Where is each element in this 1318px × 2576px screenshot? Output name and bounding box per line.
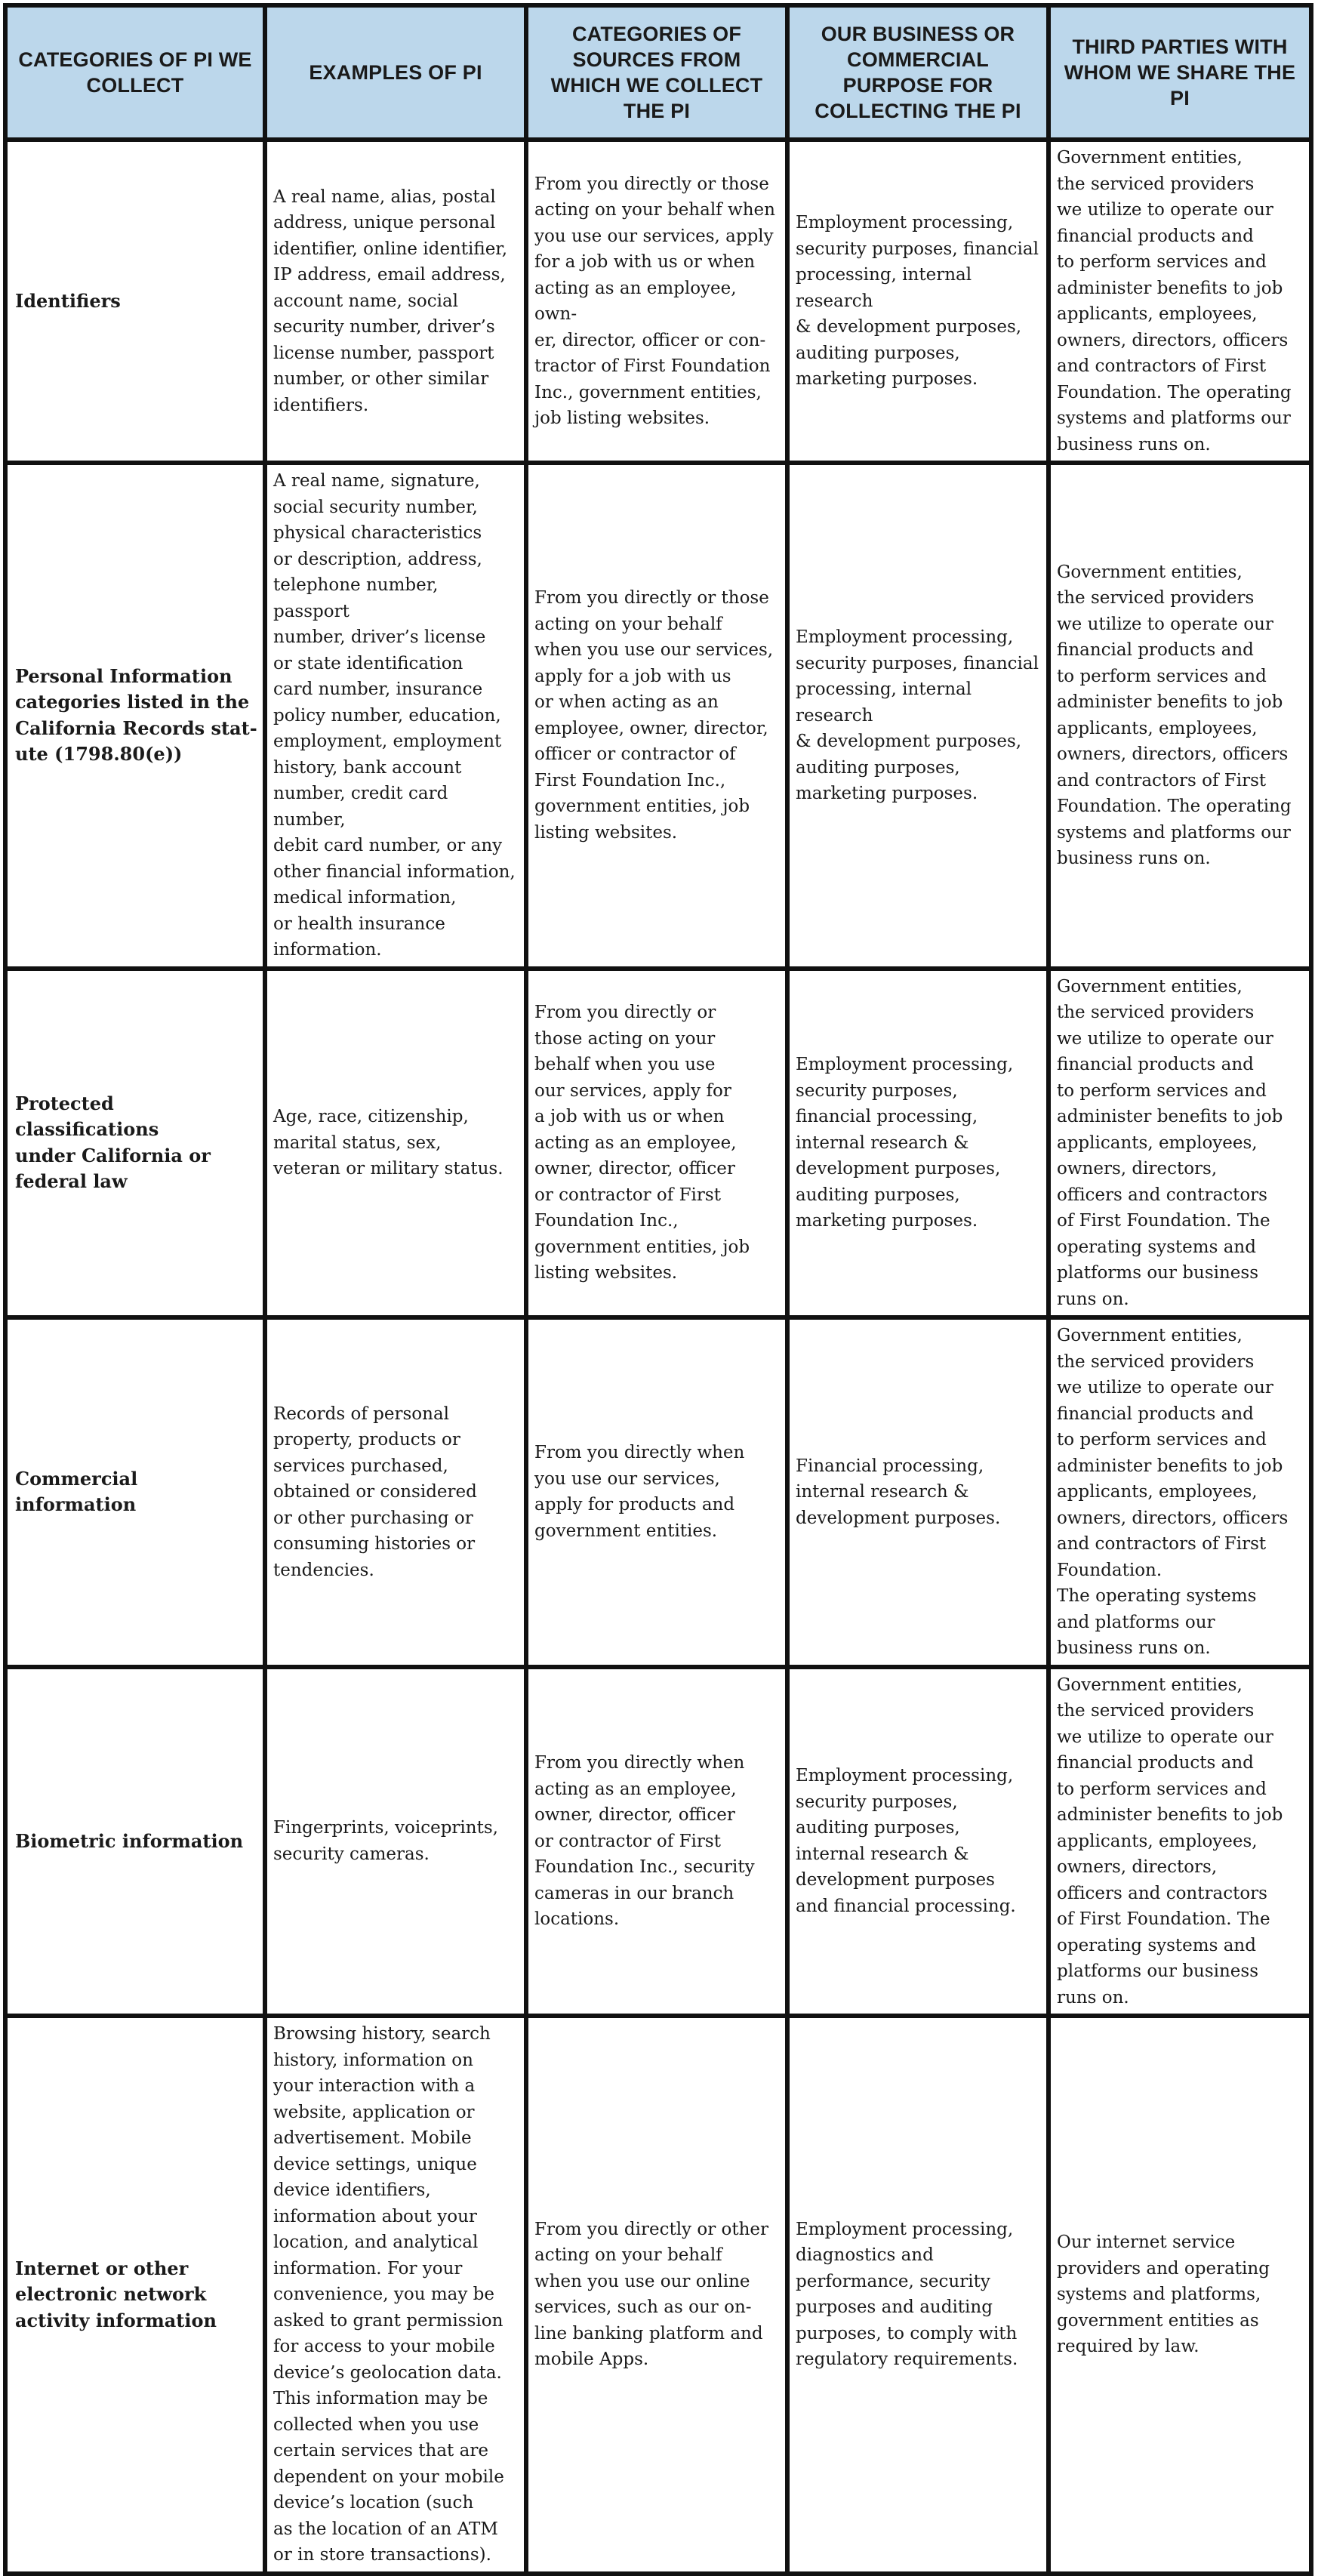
purpose-cell: Employment processing, security purposes, financial processing, internal research & development purposes, auditing purposes, marketing purposes. xyxy=(787,463,1049,969)
table-row xyxy=(5,463,1311,969)
header-purpose: OUR BUSINESS OR COMMERCIAL PURPOSE FOR COLLECTING THE PI xyxy=(787,5,1049,140)
third-parties-cell: Government entities, the serviced providers we utilize to operate our financial products and to perform services and administer benefits to job applicants, employees, owners, directors, officers and contractors of First Foundation. The operating systems and platforms our business runs on. xyxy=(1049,463,1311,969)
sources-cell: From you directly or those acting on your behalf when you use our services, apply for a job with us or when acting as an employee, owner, director, officer or contractor of First Foundation Inc., government entities, job listing websites. xyxy=(526,463,787,969)
header-categories: CATEGORIES OF PI WE COLLECT xyxy=(5,5,265,140)
category-cell: Commercial information xyxy=(5,1317,265,1667)
table-row xyxy=(5,1667,1311,2017)
third-parties-cell: Government entities, the serviced providers we utilize to operate our financial products and to perform services and administer benefits to job applicants, employees, owners, directors, officers and contractors of First Foundation. The operating systems and platforms our business runs on. xyxy=(1049,1317,1311,1667)
examples-cell: Browsing history, search history, information on your interaction with a website, application or advertisement. Mobile device settings, unique device identifiers, information about your location, and analytical information. For your convenience, you may be asked to grant permission for access to your mobile device’s geolocation data. This information may be collected when you use certain services that are dependent on your mobile device’s location (such as the location of an ATM or in store transactions). xyxy=(265,2016,526,2574)
table-row xyxy=(5,969,1311,1318)
purpose-cell: Financial processing, internal research & development purposes. xyxy=(787,1317,1049,1667)
third-parties-cell: Our internet service providers and operating systems and platforms, government entities as required by law. xyxy=(1049,2016,1311,2574)
category-cell: Personal Information categories listed in the California Records stat- ute (1798.80(e)) xyxy=(5,463,265,969)
table-row xyxy=(5,140,1311,463)
sources-cell: From you directly when you use our services, apply for products and government entities. xyxy=(526,1317,787,1667)
third-parties-cell: Government entities, the serviced providers we utilize to operate our financial products and to perform services and administer benefits to job applicants, employees, owners, directors, officers and contractors of First Foundation. The operating systems and platforms our business runs on. xyxy=(1049,1667,1311,2017)
sources-cell: From you directly when acting as an employee, owner, director, officer or contractor of First Foundation Inc., security cameras in our branch locations. xyxy=(526,1667,787,2017)
category-cell: Protected classifications under California or federal law xyxy=(5,969,265,1318)
purpose-cell: Employment processing, security purposes, financial processing, internal research & development purposes, auditing purposes, marketing purposes. xyxy=(787,140,1049,463)
third-parties-cell: Government entities, the serviced providers we utilize to operate our financial products and to perform services and administer benefits to job applicants, employees, owners, directors, officers and contractors of First Foundation. The operating systems and platforms our business runs on. xyxy=(1049,140,1311,463)
examples-cell: A real name, signature, social security number, physical characteristics or description, address, telephone number, passport number, driver’s license or state identification card number, insurance policy number, education, employment, employment history, bank account number, credit card number, debit card number, or any other financial information, medical information, or health insurance information. xyxy=(265,463,526,969)
table-row xyxy=(5,2016,1311,2574)
header-row xyxy=(5,5,1311,140)
examples-cell: Records of personal property, products or services purchased, obtained or considered or other purchasing or consuming histories or tendencies. xyxy=(265,1317,526,1667)
purpose-cell: Employment processing, diagnostics and performance, security purposes and auditing purposes, to comply with regulatory requirements. xyxy=(787,2016,1049,2574)
pi-categories-table xyxy=(3,3,1313,2576)
sources-cell: From you directly or other acting on your behalf when you use our online services, such as our on- line banking platform and mobile Apps. xyxy=(526,2016,787,2574)
category-cell: Identifiers xyxy=(5,140,265,463)
third-parties-cell: Government entities, the serviced providers we utilize to operate our financial products and to perform services and administer benefits to job applicants, employees, owners, directors, officers and contractors of First Foundation. The operating systems and platforms our business runs on. xyxy=(1049,969,1311,1318)
sources-cell: From you directly or those acting on your behalf when you use our services, apply for a job with us or when acting as an employee, owner, director, officer or contractor of First Foundation Inc., government entities, job listing websites. xyxy=(526,969,787,1318)
table-row xyxy=(5,1317,1311,1667)
examples-cell: Fingerprints, voiceprints, security cameras. xyxy=(265,1667,526,2017)
examples-cell: A real name, alias, postal address, unique personal identifier, online identifier, IP address, email address, account name, social security number, driver’s license number, passport number, or other similar identifiers. xyxy=(265,140,526,463)
header-examples: EXAMPLES OF PI xyxy=(265,5,526,140)
header-sources: CATEGORIES OF SOURCES FROM WHICH WE COLLECT THE PI xyxy=(526,5,787,140)
category-cell: Internet or other electronic network activity information xyxy=(5,2016,265,2574)
purpose-cell: Employment processing, security purposes, auditing purposes, internal research & development purposes and financial processing. xyxy=(787,1667,1049,2017)
header-third-parties: THIRD PARTIES WITH WHOM WE SHARE THE PI xyxy=(1049,5,1311,140)
purpose-cell: Employment processing, security purposes, financial processing, internal research & development purposes, auditing purposes, marketing purposes. xyxy=(787,969,1049,1318)
category-cell: Biometric information xyxy=(5,1667,265,2017)
examples-cell: Age, race, citizenship, marital status, sex, veteran or military status. xyxy=(265,969,526,1318)
sources-cell: From you directly or those acting on your behalf when you use our services, apply for a job with us or when acting as an employee, own- er, director, officer or con- tractor of First Foundation Inc., government entities, job listing websites. xyxy=(526,140,787,463)
